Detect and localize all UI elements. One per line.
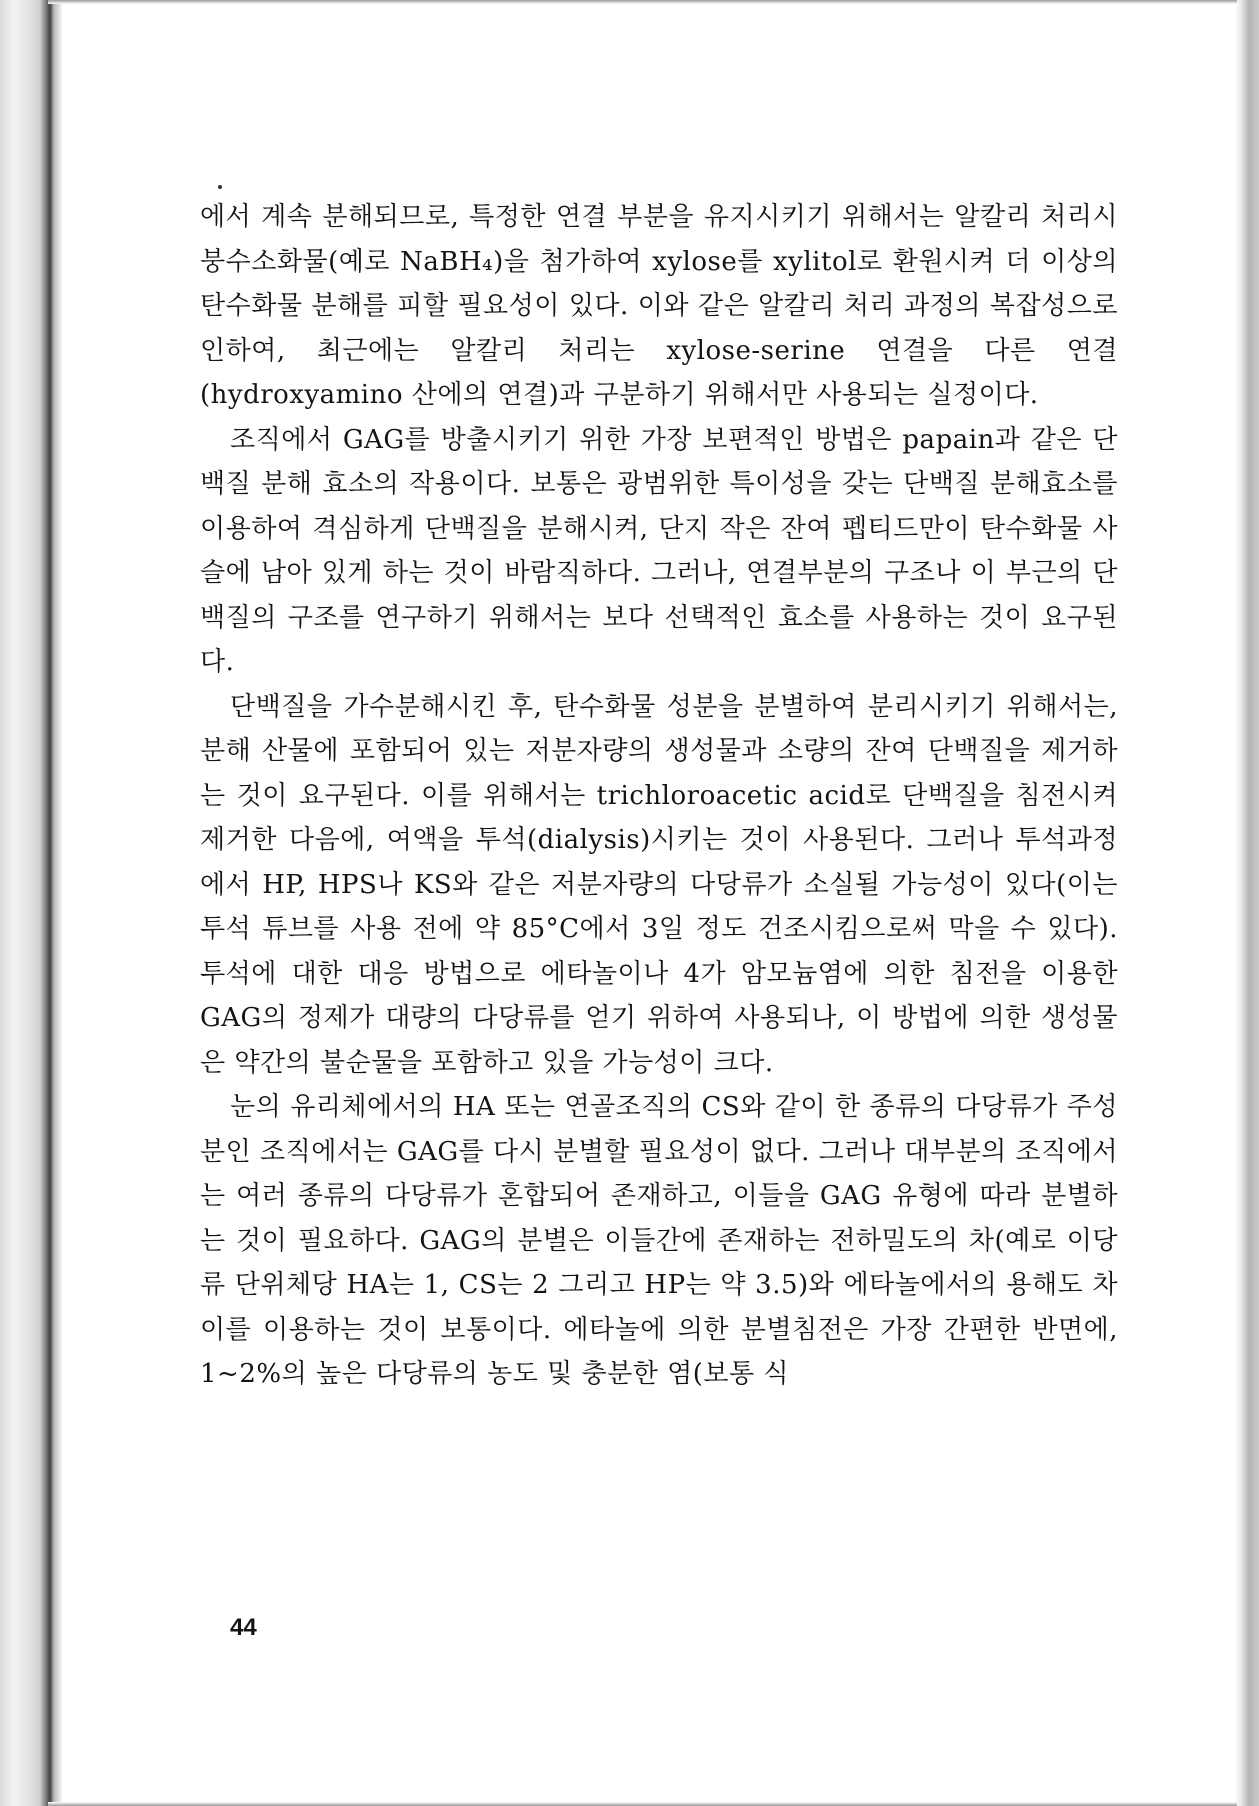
paragraph-1: 에서 계속 분해되므로, 특정한 연결 부분을 유지시키기 위해서는 알칼리 처리시 붕수소화물(예로 NaBH₄)을 첨가하여 xylose를 xylitol로 환원시켜 더 이상의 탄수화물 분해를 피할 필요성이 있다. 이와 같은 알칼리 처리 과정의 복잡성으로 인하여, 최근에는 알칼리 처리는 xylose-serine 연결을 다른 연결(hydroxyamino 산에의 연결)과 구분하기 위해서만 사용되는 실정이다.	[200, 202, 1118, 410]
paragraph-4: 눈의 유리체에서의 HA 또는 연골조직의 CS와 같이 한 종류의 다당류가 주성분인 조직에서는 GAG를 다시 분별할 필요성이 없다. 그러나 대부분의 조직에서는 여러 종류의 다당류가 혼합되어 존재하고, 이들을 GAG 유형에 따라 분별하는 것이 필요하다. GAG의 분별은 이들간에 존재하는 전하밀도의 차(예로 이당류 단위체당 HA는 1, CS는 2 그리고 HP는 약 3.5)와 에타놀에서의 용해도 차이를 이용하는 것이 보통이다. 에타놀에 의한 분별침전은 가장 간편한 반면에, 1~2%의 높은 다당류의 농도 및 충분한 염(보통 식	[200, 1092, 1118, 1389]
paragraph-3: 단백질을 가수분해시킨 후, 탄수화물 성분을 분별하여 분리시키기 위해서는, 분해 산물에 포함되어 있는 저분자량의 생성물과 소량의 잔여 단백질을 제거하는 것이 요구된다. 이를 위해서는 trichloroacetic acid로 단백질을 침전시켜 제거한 다음에, 여액을 투석(dialysis)시키는 것이 사용된다. 그러나 투석과정에서 HP, HPS나 KS와 같은 저분자량의 다당류가 소실될 가능성이 있다(이는 투석 튜브를 사용 전에 약 85°C에서 3일 정도 건조시킴으로써 막을 수 있다). 투석에 대한 대응 방법으로 에타놀이나 4가 암모늄염에 의한 침전을 이용한 GAG의 정제가 대량의 다당류를 얻기 위하여 사용되나, 이 방법에 의한 생성물은 약간의 불순물을 포함하고 있을 가능성이 크다.	[200, 691, 1118, 1078]
page-content	[200, 0, 1118, 1806]
paragraph-2: 조직에서 GAG를 방출시키기 위한 가장 보편적인 방법은 papain과 같은 단백질 분해 효소의 작용이다. 보통은 광범위한 특이성을 갖는 단백질 분해효소를 이용하여 격심하게 단백질을 분해시켜, 단지 작은 잔여 펩티드만이 탄수화물 사슬에 남아 있게 하는 것이 바람직하다. 그러나, 연결부분의 구조나 이 부근의 단백질의 구조를 연구하기 위해서는 보다 선택적인 효소를 사용하는 것이 요구된다.	[200, 424, 1118, 677]
page-number: 44	[230, 1614, 257, 1641]
page-right-edge	[1235, 0, 1259, 1806]
book-binding-edge	[0, 0, 62, 1806]
body-text	[200, 195, 1118, 1397]
